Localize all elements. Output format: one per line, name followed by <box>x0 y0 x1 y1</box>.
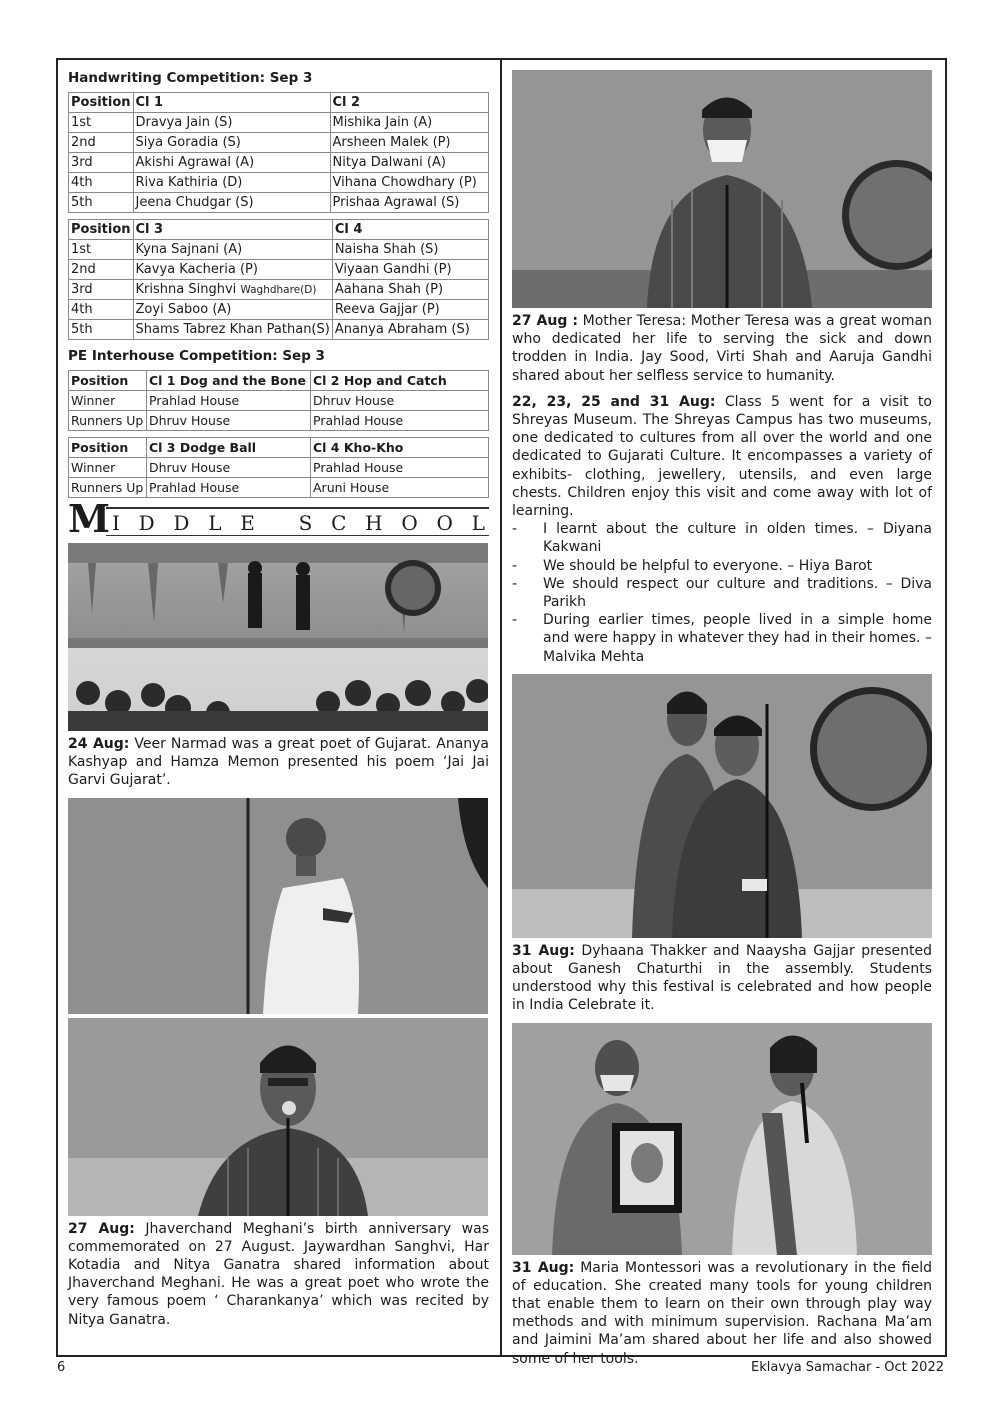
caption-text: Class 5 went for a visit to Shreyas Museum. The Shreyas Campus has two museums, one dedicated to cultures from all over the world and one dedicated to Gujarati Culture. It encompasses a variety of exhibits- clothing, jewellery, utensils, and even large chests. Children enjoy this visit and come away with lot of learning. <box>512 393 932 520</box>
table-cell: 1st <box>69 113 134 133</box>
table-header-cell: Cl 1 <box>133 93 330 113</box>
table-header-cell: Position <box>69 438 147 458</box>
table-cell: Dhruv House <box>311 391 489 411</box>
table-header-cell: Cl 3 <box>133 220 332 240</box>
photo-montessori-teachers <box>512 1023 932 1255</box>
student-name: Krishna Singhvi <box>135 282 237 297</box>
table-cell: Siya Goradia (S) <box>133 133 330 153</box>
right-column <box>512 70 932 1376</box>
photo-meghani-speech <box>68 1018 488 1216</box>
photo-ganesh-chaturthi <box>512 674 932 938</box>
banner-letter: L <box>208 511 222 535</box>
table-header-cell: Cl 2 <box>330 93 488 113</box>
banner-letter: D <box>138 511 155 535</box>
table-header-cell: Position <box>69 93 134 113</box>
table-cell: Prahlad House <box>311 458 489 478</box>
caption-27-aug-meghani <box>68 1220 489 1329</box>
table-header-cell: Cl 2 Hop and Catch <box>311 371 489 391</box>
banner-initial: M <box>68 496 111 541</box>
caption-date: 31 Aug: <box>512 942 575 959</box>
banner-letter: L <box>471 511 485 535</box>
table-cell: Nitya Dalwani (A) <box>330 153 488 173</box>
table-cell: Prahlad House <box>147 478 311 498</box>
caption-24-aug <box>68 735 489 790</box>
banner-letter: D <box>173 511 190 535</box>
table-cell: 5th <box>69 320 134 340</box>
pe-title: PE Interhouse Competition: Sep 3 <box>68 348 325 364</box>
table-row <box>69 458 489 478</box>
caption-date: 27 Aug: <box>68 1220 135 1237</box>
caption-shreyas-visit <box>512 393 932 520</box>
table-cell: Prahlad House <box>311 411 489 431</box>
table-cell: Prishaa Agrawal (S) <box>330 193 488 213</box>
table-cell: Shams Tabrez Khan Pathan(S) <box>133 320 332 340</box>
banner-rule-bottom <box>106 535 489 536</box>
list-item: - During earlier times, people lived in a simple home and were happy in whatever they had in their homes. – Malvika Mehta <box>512 611 932 666</box>
table-header-cell: Cl 4 Kho-Kho <box>311 438 489 458</box>
middle-school-banner <box>68 496 489 541</box>
table-cell: Dhruv House <box>147 411 311 431</box>
banner-letter: C <box>331 511 347 535</box>
table-row <box>69 113 489 133</box>
table-cell: Ananya Abraham (S) <box>332 320 488 340</box>
banner-letter: E <box>240 511 255 535</box>
table-cell: Zoyi Saboo (A) <box>133 300 332 320</box>
caption-31-aug-montessori <box>512 1259 932 1368</box>
banner-letter: H <box>365 511 383 535</box>
caption-27-aug-teresa <box>512 312 932 385</box>
table-cell: Akishi Agrawal (A) <box>133 153 330 173</box>
table-cell: 2nd <box>69 133 134 153</box>
caption-text: Veer Narmad was a great poet of Gujarat. Ananya Kashyap and Hamza Memon presented his poem ‘Jai Jai Garvi Gujarat’. <box>68 736 490 789</box>
table-cell: Runners Up <box>69 411 147 431</box>
banner-letter: O <box>436 511 453 535</box>
student-name-suffix: Waghdhare(D) <box>240 284 317 296</box>
caption-text: Maria Montessori was a revolutionary in the field of education. She created many tools for young children that enable them to learn on their own through play way methods and with minimum supervision. Rachana Ma’am and Jaimini Ma’am shared about her life and also showed some of her tools. <box>512 1259 932 1367</box>
table-cell: Aahana Shah (P) <box>332 280 488 300</box>
table-cell: Kavya Kacheria (P) <box>133 260 332 280</box>
caption-text: Mother Teresa: Mother Teresa was a great woman who dedicated her life to serving the sick and down trodden in India. Jay Sood, Virti Shah and Aaruja Gandhi shared about her selfless service to humanity. <box>512 313 932 384</box>
table-cell: Riva Kathiria (D) <box>133 173 330 193</box>
caption-text: Dyhaana Thakker and Naaysha Gajjar presented about Ganesh Chaturthi in the assembly. Students understood why this festival is celebrated and how people in India Celebrate it. <box>512 942 932 1014</box>
table-cell: Prahlad House <box>147 391 311 411</box>
table-cell: 4th <box>69 300 134 320</box>
table-cell: Viyaan Gandhi (P) <box>332 260 488 280</box>
table-row <box>69 300 489 320</box>
table-cell: 3rd <box>69 153 134 173</box>
banner-rule-top <box>106 507 489 509</box>
caption-date: 27 Aug : <box>512 313 579 329</box>
table-cell: 4th <box>69 173 134 193</box>
caption-31-aug-ganesh <box>512 942 932 1015</box>
table-header-row <box>69 438 489 458</box>
photo-mother-teresa-speech <box>512 70 932 308</box>
table-cell: Reeva Gajjar (P) <box>332 300 488 320</box>
table-cell: Mishika Jain (A) <box>330 113 488 133</box>
photo-recitation-white <box>68 798 488 1014</box>
table-row <box>69 478 489 498</box>
banner-letter: S <box>298 511 313 535</box>
table-header-cell: Cl 4 <box>332 220 488 240</box>
publication-name: Eklavya Samachar - Oct 2022 <box>750 1360 944 1375</box>
pe-table-cl3-cl4 <box>68 437 489 498</box>
banner-letter: I <box>112 511 120 535</box>
pe-table-cl1-cl2 <box>68 370 489 431</box>
table-cell: Jeena Chudgar (S) <box>133 193 330 213</box>
table-header-cell: Position <box>69 371 147 391</box>
table-header-row <box>69 93 489 113</box>
table-cell: 3rd <box>69 280 134 300</box>
table-header-cell: Position <box>69 220 134 240</box>
page-number: 6 <box>57 1360 66 1375</box>
handwriting-title: Handwriting Competition: Sep 3 <box>68 70 313 86</box>
table-row <box>69 193 489 213</box>
table-cell: 2nd <box>69 260 134 280</box>
table-cell: Dhruv House <box>147 458 311 478</box>
student-quotes-list <box>512 520 932 666</box>
table-row <box>69 391 489 411</box>
left-column <box>68 70 489 1337</box>
table-cell: Kyna Sajnani (A) <box>133 240 332 260</box>
table-cell: Naisha Shah (S) <box>332 240 488 260</box>
table-row <box>69 320 489 340</box>
photo-stage-poem <box>68 543 488 731</box>
table-cell: 5th <box>69 193 134 213</box>
table-cell <box>133 280 332 300</box>
table-header-cell: Cl 1 Dog and the Bone <box>147 371 311 391</box>
banner-letters <box>112 511 485 535</box>
table-row <box>69 133 489 153</box>
caption-date: 31 Aug: <box>512 1259 575 1276</box>
table-row <box>69 240 489 260</box>
table-row <box>69 280 489 300</box>
table-cell: Winner <box>69 458 147 478</box>
list-item: - I learnt about the culture in olden times. – Diyana Kakwani <box>512 520 932 556</box>
table-cell: Winner <box>69 391 147 411</box>
banner-letter: O <box>401 511 418 535</box>
caption-date: 22, 23, 25 and 31 Aug: <box>512 393 716 410</box>
table-cell: Vihana Chowdhary (P) <box>330 173 488 193</box>
table-cell: Aruni House <box>311 478 489 498</box>
table-cell: Runners Up <box>69 478 147 498</box>
table-row <box>69 260 489 280</box>
table-row <box>69 411 489 431</box>
list-item: - We should respect our culture and traditions. – Diva Parikh <box>512 575 932 611</box>
handwriting-table-cl3-cl4 <box>68 219 489 340</box>
caption-date: 24 Aug: <box>68 736 130 752</box>
table-header-row <box>69 371 489 391</box>
column-divider <box>500 58 502 1357</box>
table-cell: Arsheen Malek (P) <box>330 133 488 153</box>
table-header-row <box>69 220 489 240</box>
table-cell: 1st <box>69 240 134 260</box>
table-header-cell: Cl 3 Dodge Ball <box>147 438 311 458</box>
banner-letter <box>274 511 280 535</box>
table-row <box>69 153 489 173</box>
table-row <box>69 173 489 193</box>
handwriting-table-cl1-cl2 <box>68 92 489 213</box>
caption-text: Jhaverchand Meghani’s birth anniversary was commemorated on 27 August. Jaywardhan Sanghvi, Har Kotadia and Nitya Ganatra shared information about Jhaverchand Meghani. He was a great poet who wrote the very famous poem ‘ Charankanya’ which was recited by Nitya Ganatra. <box>68 1220 489 1328</box>
list-item: - We should be helpful to everyone. – Hiya Barot <box>512 557 932 575</box>
table-cell: Dravya Jain (S) <box>133 113 330 133</box>
